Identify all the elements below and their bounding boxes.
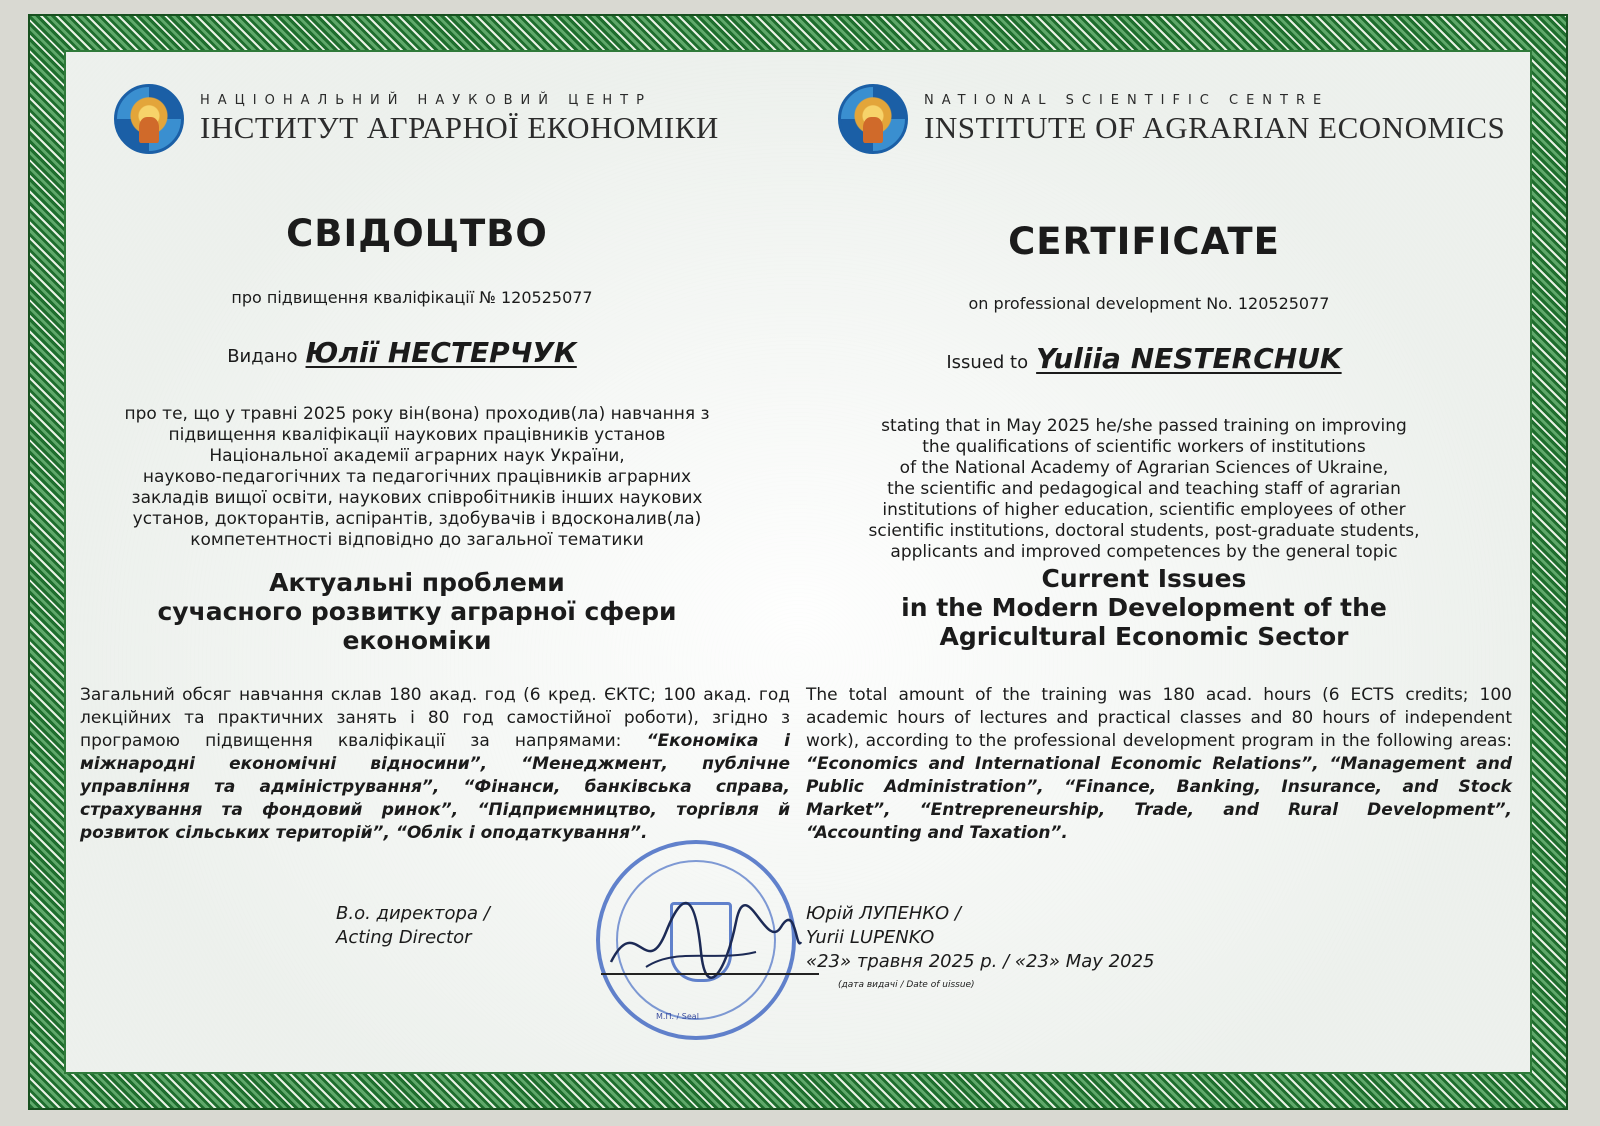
seal-label: М.П. / Seal bbox=[656, 1012, 699, 1021]
training-details bbox=[806, 684, 1512, 845]
statement-line: науково-педагогічних та педагогічних працівників аграрних bbox=[142, 467, 692, 487]
org-name: INSTITUTE OF AGRARIAN ECONOMICS bbox=[924, 109, 1506, 145]
role-uk: В.о. директора / bbox=[336, 903, 490, 924]
document-number: on professional development No. 120525077 bbox=[968, 294, 1330, 313]
certificate-statement bbox=[758, 416, 1530, 563]
statement-line: компетентності відповідно до загальної тематики bbox=[190, 530, 644, 550]
statement-line: of the National Academy of Agrarian Sciences of Ukraine, bbox=[899, 458, 1389, 478]
statement-line: про те, що у травні 2025 року він(вона) проходив(ла) навчання з bbox=[124, 404, 710, 424]
recipient-name: Yuliia NESTERCHUK bbox=[1036, 342, 1342, 375]
training-areas: “Economics and International Economic Relations”, “Management and Public Administration”, “Finance, Banking, Insurance, and Stock Market”, “Entrepreneurship, Trade, and Rural Development”, “Accounting and Taxation”. bbox=[806, 754, 1512, 843]
certificate-border bbox=[28, 14, 1568, 1110]
statement-line: applicants and improved competences by the general topic bbox=[890, 542, 1398, 562]
issued-to bbox=[758, 342, 1530, 375]
recipient-name: Юлії НЕСТЕРЧУК bbox=[305, 336, 577, 369]
topic-line: економіки bbox=[342, 626, 492, 655]
signature-line bbox=[601, 973, 819, 975]
topic-line: сучасного розвитку аграрної сфери bbox=[157, 597, 677, 626]
training-areas: “Економіка і міжнародні економічні відносини”, “Менеджмент, публічне управління та адміністрування”, “Фінанси, банківська справа, страхування та фондовий ринок”, “Підприємництво, торгівля й розвиток сільських територій”, “Облік і оподаткування”. bbox=[80, 731, 790, 843]
institute-header-en bbox=[838, 84, 1505, 154]
institute-logo-icon bbox=[838, 84, 908, 154]
signer-name-en: Yurii LUPENKO bbox=[806, 927, 935, 948]
issued-label: Issued to bbox=[946, 352, 1029, 373]
org-name: ІНСТИТУТ АГРАРНОЇ ЕКОНОМІКИ bbox=[200, 109, 719, 145]
statement-line: Національної академії аграрних наук України, bbox=[209, 446, 625, 466]
certificate-statement bbox=[64, 404, 798, 551]
topic-line: in the Modern Development of the bbox=[901, 593, 1387, 622]
signatory-role bbox=[336, 902, 490, 950]
training-details bbox=[80, 684, 790, 845]
signatory bbox=[806, 902, 1155, 974]
statement-line: stating that in May 2025 he/she passed training on improving bbox=[881, 416, 1407, 436]
ukrainian-column bbox=[66, 52, 798, 1072]
issued-to bbox=[64, 336, 798, 369]
topic-line: Current Issues bbox=[1041, 564, 1247, 593]
training-details-text: The total amount of the training was 180 acad. hours (6 ECTS credits; 100 academic hours of lectures and practical classes and 80 hours of independent work), according to the professional development program in the following areas: bbox=[806, 685, 1512, 751]
statement-line: the scientific and pedagogical and teaching staff of agrarian bbox=[887, 479, 1401, 499]
institute-logo-icon bbox=[114, 84, 184, 154]
statement-line: scientific institutions, doctoral students, post-graduate students, bbox=[868, 521, 1420, 541]
topic-line: Актуальні проблеми bbox=[269, 568, 565, 597]
signature-icon bbox=[606, 892, 806, 982]
document-title: СВІДОЦТВО bbox=[286, 212, 548, 255]
statement-line: the qualifications of scientific workers of institutions bbox=[922, 437, 1366, 457]
issue-date: «23» травня 2025 р. / «23» May 2025 bbox=[806, 951, 1155, 972]
document-number: про підвищення кваліфікації № 120525077 bbox=[231, 288, 593, 307]
org-subtitle: NATIONAL SCIENTIFIC CENTRE bbox=[924, 92, 1330, 108]
date-caption: (дата видачі / Date of uissue) bbox=[838, 980, 975, 990]
training-details-text: Загальний обсяг навчання склав 180 акад. год (6 кред. ЄКТС; 100 акад. год лекційних та практичних занять і 80 год самостійної роботи), згідно з програмою підвищення кваліфікації за напрямами: bbox=[80, 685, 790, 751]
institute-header-uk bbox=[114, 84, 719, 154]
document-title: CERTIFICATE bbox=[1008, 220, 1280, 263]
statement-line: institutions of higher education, scientific employees of other bbox=[882, 500, 1406, 520]
training-topic bbox=[64, 568, 798, 655]
issued-label: Видано bbox=[227, 346, 298, 367]
role-en: Acting Director bbox=[336, 927, 472, 948]
org-subtitle: НАЦІОНАЛЬНИЙ НАУКОВИЙ ЦЕНТР bbox=[200, 92, 652, 108]
topic-line: Agricultural Economic Sector bbox=[939, 622, 1349, 651]
certificate-body bbox=[64, 50, 1532, 1074]
signer-name-uk: Юрій ЛУПЕНКО / bbox=[806, 903, 961, 924]
training-topic bbox=[758, 564, 1530, 651]
statement-line: установ, докторантів, аспірантів, здобувачів і вдосконалив(ла) bbox=[132, 509, 702, 529]
statement-line: закладів вищої освіти, наукових співробітників інших наукових bbox=[131, 488, 703, 508]
english-column bbox=[798, 52, 1530, 1072]
statement-line: підвищення кваліфікації наукових працівників установ bbox=[168, 425, 666, 445]
